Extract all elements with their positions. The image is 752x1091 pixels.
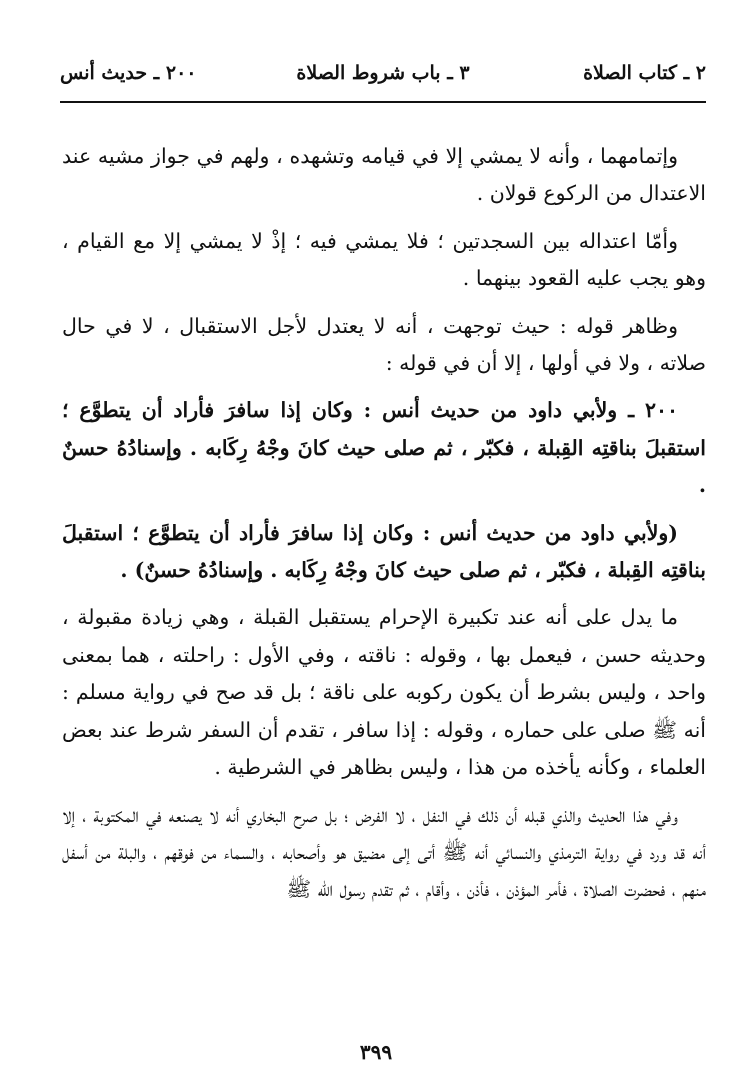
running-header [60, 62, 706, 102]
header-rule [60, 101, 706, 103]
hadith-quote: (ولأبي داود من حديث أنس : وكان إذا سافرَ فأراد أن يتطوَّع ؛ استقبلَ بناقتِه القِبلة ، فكبّر ، ثم صلى حيث كانَ وجْهُ رِكَابه . وإسنادُهُ حسنٌ) . [62, 520, 706, 583]
paragraph: وإتمامهما ، وأنه لا يمشي إلا في قيامه وتشهده ، ولهم في جواز مشيه عند الاعتدال من الركوع قولان . [62, 144, 706, 206]
header-chapter-title: ٣ ـ باب شروط الصلاة [296, 62, 470, 84]
hadith-text: ٢٠٠ ـ ولأبي داود من حديث أنس : وكان إذا سافرَ فأراد أن يتطوَّع ؛ استقبلَ بناقتِه القِبلة ، فكبّر ، ثم صلى حيث كانَ وجْهُ رِكَابه . وإسنادُهُ حسنٌ . [62, 398, 706, 498]
page-number: ٣٩٩ [359, 1040, 393, 1064]
paragraph: وأمّا اعتداله بين السجدتين ؛ فلا يمشي فيه ؛ إذْ لا يمشي إلا مع القيام ، وهو يجب عليه القعود بينهما . [62, 228, 706, 291]
header-hadith-title: ٢٠٠ ـ حديث أنس [60, 62, 197, 84]
page-body [62, 138, 706, 919]
paragraph: وفي هذا الحديث والذي قبله أن ذلك في النفل ، لا الفرض ؛ بل صرح البخاري أنه لا يصنعه في المكتوبة ، إلا أنه قد ورد في رواية الترمذي والنسائي أنه ﷺ أتى إلى مضيق هو وأصحابه ، والسماء من فوقهم ، والبلة من أسفل منهم ، فحضرت الصلاة ، فأمر المؤذن ، فأذن ، وأقام ، ثم تقدم رسول الله ﷺ [62, 802, 706, 902]
paragraph: ما يدل على أنه عند تكبيرة الإحرام يستقبل القبلة ، وهي زيادة مقبولة ، وحديثه حسن ، فيعمل بها ، وقوله : ناقته ، وفي الأول : راحلته ، هما بمعنى واحد ، وليس بشرط أن يكون ركوبه على ناقة ؛ بل قد صح في رواية مسلم : أنه ﷺ صلى على حماره ، وقوله : إذا سافر ، تقدم أن السفر شرط عند بعض العلماء ، وكأنه يأخذه من هذا ، وليس بظاهر في الشرطية . [62, 605, 706, 780]
paragraph: وظاهر قوله : حيث توجهت ، أنه لا يعتدل لأجل الاستقبال ، لا في حال صلاته ، ولا في أولها ، إلا أن في قوله : [62, 313, 706, 376]
header-book-title: ٢ ـ كتاب الصلاة [583, 62, 706, 84]
